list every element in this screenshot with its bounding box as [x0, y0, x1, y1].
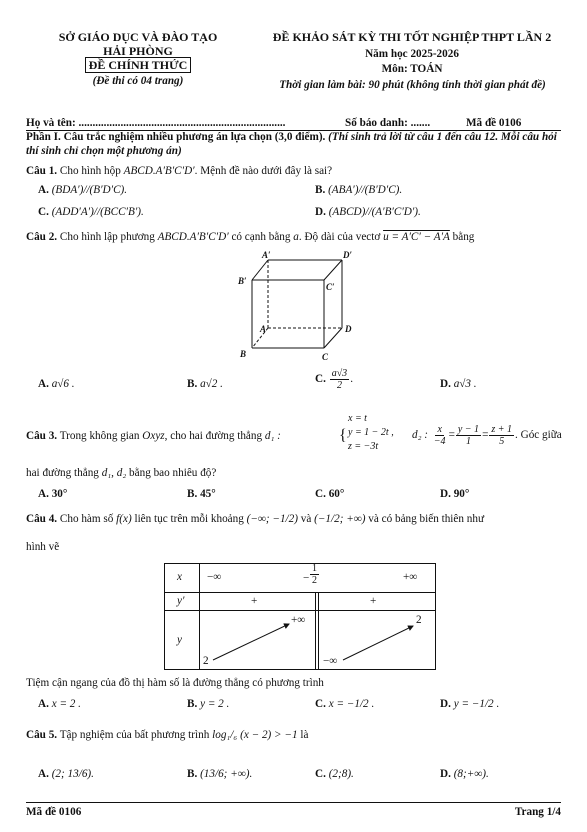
q3-option-d[interactable]: [440, 488, 469, 500]
q2-option-c[interactable]: C. $\frac{a√3}{2}$ .: [315, 368, 353, 391]
table-y-label: y: [177, 634, 182, 646]
q3-f3-num: z + 1: [491, 424, 513, 435]
q2-c-label: C.: [315, 373, 326, 386]
q5-option-b[interactable]: [187, 768, 252, 780]
part1-title: Phần I. Câu trắc nghiệm nhiều phương án lựa chọn (3,0 điểm).: [26, 131, 326, 143]
school-year: Năm học 2025-2026: [365, 48, 459, 60]
q3-option-b[interactable]: [187, 488, 216, 500]
q1-b-label: B.: [315, 184, 326, 196]
q1-text-a: Cho hình hộp: [59, 165, 121, 177]
q4-text-d: và có bảng biến thiên như: [368, 513, 485, 525]
table-row-divider-1: [165, 592, 435, 593]
q4-interval-1: (−∞; −1/2): [246, 513, 298, 525]
q2-shape: ABCD.A′B′C′D′: [157, 231, 229, 243]
q2-vector: u = A′C′ − A′A: [383, 231, 450, 243]
q4-option-b[interactable]: [187, 698, 229, 710]
table-arrows: [165, 610, 435, 669]
table-mid-frac: [310, 563, 319, 586]
q3-f1-num: x: [437, 424, 442, 435]
q2-text-a: Cho hình lập phương: [59, 231, 155, 243]
q4-question: Tiệm cận ngang của đồ thị hàm số là đường thẳng có phương trình: [26, 677, 324, 689]
q3-text-a: Trong không gian: [59, 430, 140, 442]
q4-option-d[interactable]: [440, 698, 499, 710]
q3-a-label: A.: [38, 488, 49, 500]
q5-d-text: (8;+∞).: [453, 768, 489, 780]
question-4: [26, 512, 561, 526]
q2-a-text: a√6 .: [51, 378, 75, 390]
table-mid-den: 2: [312, 575, 317, 586]
q1-d-text: (ABCD)//(A′B′C′D′).: [328, 206, 421, 218]
q3-c-text: 60°: [328, 488, 345, 500]
q3-d-text: 90°: [453, 488, 470, 500]
q1-option-a[interactable]: [38, 184, 127, 196]
question-1: [26, 164, 561, 178]
table-mid-sign: −: [303, 572, 310, 584]
q2-b-label: B.: [187, 378, 198, 390]
vertex-d1: D′: [343, 250, 353, 260]
q1-text-b: . Mệnh đề nào dưới đây là sai?: [194, 165, 333, 177]
q1-option-c[interactable]: [38, 206, 144, 218]
q4-d-text: y = −1/2 .: [453, 698, 500, 710]
table-x-label: x: [177, 571, 182, 583]
q3-space: Oxyz: [142, 430, 165, 442]
edge-a1b1: [252, 260, 268, 280]
q4-c-label: C.: [315, 698, 326, 710]
q1-option-b[interactable]: [315, 184, 402, 196]
q5-option-d[interactable]: [440, 768, 489, 780]
table-top-1: +∞: [291, 614, 306, 626]
q3-d2: d₂ :: [412, 429, 429, 442]
q5-inequality: log₁/₆ (x − 2) > −1: [212, 729, 298, 741]
q4-text-e: hình vẽ: [26, 541, 60, 553]
q5-option-c[interactable]: [315, 768, 354, 780]
table-plus-inf: +∞: [403, 571, 418, 583]
q3-frac-x: [432, 424, 448, 447]
q3-f2-den: 1: [465, 436, 471, 447]
q1-a-label: A.: [38, 184, 49, 196]
q2-a-label: A.: [38, 378, 49, 390]
q5-b-text: (13/6; +∞).: [200, 768, 253, 780]
q4-text-b: liên tục trên mỗi khoảng: [134, 513, 244, 525]
q3-b-label: B.: [187, 488, 198, 500]
q2-c-frac: [330, 368, 350, 391]
q3-line3: [26, 466, 561, 480]
q4-d-label: D.: [440, 698, 451, 710]
vertex-b: B: [240, 349, 247, 359]
q1-option-d[interactable]: [315, 206, 421, 218]
vertex-c: C: [322, 352, 329, 362]
q3-line2: d₂ : $\frac{x}{-4}$ = $\frac{y - 1}{1}$ = $\frac{z + 1}{5}$ . Góc giữa: [412, 424, 562, 447]
q5-a-label: A.: [38, 768, 49, 780]
q3-frac-z: [489, 424, 514, 447]
table-top-2: 2: [416, 614, 422, 626]
q1-c-text: (ADD′A′)//(BCC′B′).: [51, 206, 144, 218]
q4-text-c: và: [300, 513, 312, 525]
q3-sys-3: z = −3t: [348, 441, 379, 452]
edge-cd: [324, 328, 342, 348]
q3-f3-den: 5: [499, 436, 505, 447]
sbd-field: Số báo danh: .......: [345, 117, 431, 129]
exam-title: ĐỀ KHẢO SÁT KỲ THI TỐT NGHIỆP THPT LẦN 2: [272, 30, 552, 44]
q1-shape: ABCD.A′B′C′D′: [123, 165, 195, 177]
table-sign-2: +: [370, 595, 377, 607]
q4-interval-2: (−1/2; +∞): [314, 513, 366, 525]
q1-label: Câu 1.: [26, 165, 58, 177]
official-stamp: [28, 58, 248, 73]
edge-d1c1: [324, 260, 342, 280]
part1-note: (Thí sinh trả lời từ câu 1 đến câu 12. Mỗi câu hỏi thí sinh chỉ chọn một phương án): [26, 131, 557, 157]
table-bot-2: −∞: [323, 655, 338, 667]
arrow-increase-2: [343, 626, 413, 660]
dept-name: SỞ GIÁO DỤC VÀ ĐÀO TẠO: [58, 30, 218, 44]
vertex-a: A: [260, 324, 267, 334]
q2-text-d: bằng: [452, 231, 475, 243]
q1-b-text: (ABA′)//(B′D′C).: [328, 184, 403, 196]
q3-sys-1: x = t: [348, 413, 367, 424]
q3-dd: d₁, d₂: [101, 467, 127, 479]
q4-b-text: y = 2 .: [200, 698, 230, 710]
name-field: Họ và tên: ..........................................................................: [26, 117, 286, 129]
arrow-increase-1: [213, 624, 289, 660]
q4-a-text: x = 2 .: [51, 698, 81, 710]
q5-b-label: B.: [187, 768, 198, 780]
q4-label: Câu 4.: [26, 513, 58, 525]
q2-option-d[interactable]: [440, 378, 477, 390]
city-name: HẢI PHÒNG: [103, 44, 173, 58]
footer-code: Mã đề 0106: [26, 806, 82, 818]
vertex-a1: A′: [262, 250, 271, 260]
q1-d-label: D.: [315, 206, 326, 218]
vertex-c1: C′: [326, 282, 335, 292]
variation-table: [164, 563, 436, 670]
q3-text-c: . Góc giữa: [515, 429, 562, 442]
q1-a-text: (BDA′)//(B′D′C).: [51, 184, 128, 196]
table-sign-1: +: [251, 595, 258, 607]
q4-c-text: x = −1/2 .: [328, 698, 375, 710]
q3-c-label: C.: [315, 488, 326, 500]
q3-d-label: D.: [440, 488, 451, 500]
q2-b-text: a√2 .: [200, 378, 223, 390]
exam-code: Mã đề 0106: [466, 117, 522, 129]
q3-a-text: 30°: [51, 488, 68, 500]
question-2: [26, 230, 561, 244]
q2-edge: a: [293, 231, 299, 243]
q4-option-a[interactable]: [38, 698, 81, 710]
vertex-d: D: [345, 324, 352, 334]
official-label: ĐỀ CHÍNH THỨC: [85, 57, 192, 73]
q2-d-text: a√3 .: [453, 378, 477, 390]
q4-a-label: A.: [38, 698, 49, 710]
table-mid-num: 1: [312, 563, 317, 574]
time-limit: Thời gian làm bài: 90 phút (không tính thời gian phát đề): [279, 79, 546, 91]
q4-b-label: B.: [187, 698, 198, 710]
q4-fx: f(x): [116, 513, 132, 525]
q3-text-d: hai đường thẳng: [26, 467, 99, 479]
q5-label: Câu 5.: [26, 729, 58, 741]
q5-c-text: (2;8).: [328, 768, 354, 780]
q5-a-text: (2; 13/6).: [51, 768, 94, 780]
footer-rule: [26, 802, 561, 803]
q2-option-a[interactable]: [38, 378, 75, 390]
q3-text-b: , cho hai đường thẳng: [164, 430, 263, 442]
q3-option-a[interactable]: [38, 488, 67, 500]
footer-page: Trang 1/4: [514, 806, 561, 818]
q2-text-b: có cạnh bằng: [231, 231, 291, 243]
q4-option-c[interactable]: [315, 698, 374, 710]
q3-b-text: 45°: [200, 488, 216, 500]
q3-system: [348, 412, 394, 454]
page-count: (Đề thi có 04 trang): [92, 75, 184, 87]
table-minus-inf: −∞: [207, 571, 222, 583]
q2-d-label: D.: [440, 378, 451, 390]
q2-label: Câu 2.: [26, 231, 58, 243]
q3-intro: [26, 430, 281, 442]
question-5: [26, 728, 561, 742]
q3-sys-2: y = 1 − 2t ,: [348, 427, 394, 438]
table-bot-1: 2: [203, 655, 209, 667]
vertex-b1: B′: [238, 276, 247, 286]
q3-frac-y: [456, 424, 481, 447]
q5-text: Tập nghiệm của bất phương trình: [59, 729, 210, 741]
q3-brace: {: [339, 427, 347, 444]
table-yprime-label: y′: [177, 595, 185, 607]
q3-text-e: bằng bao nhiêu độ?: [129, 467, 217, 479]
q3-label: Câu 3.: [26, 430, 58, 442]
q3-d1: d₁ :: [264, 430, 281, 442]
q3-f2-num: y − 1: [457, 424, 480, 435]
q3-option-c[interactable]: [315, 488, 344, 500]
q2-text-c: . Độ dài của vectơ: [298, 231, 381, 243]
q3-f1-den: −4: [433, 436, 446, 447]
q2-option-b[interactable]: [187, 378, 223, 390]
subject: Môn: TOÁN: [381, 63, 443, 75]
question-3: [26, 412, 566, 460]
q5-d-label: D.: [440, 768, 451, 780]
q1-c-label: C.: [38, 206, 49, 218]
cube-figure: [232, 250, 362, 362]
q5-c-label: C.: [315, 768, 326, 780]
q4-text-a: Cho hàm số: [59, 513, 114, 525]
q2-c-num: a√3: [331, 368, 348, 379]
q5-text-b: là: [300, 729, 309, 741]
q2-c-den: 2: [336, 380, 342, 391]
q5-option-a[interactable]: [38, 768, 94, 780]
part1-heading: [26, 130, 561, 158]
